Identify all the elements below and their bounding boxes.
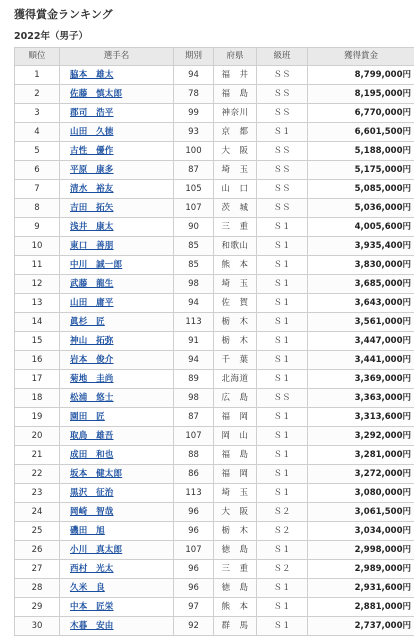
player-name-cell (60, 427, 174, 446)
prize-cell: 2,989,000円 (308, 560, 414, 579)
term-cell: 113 (174, 313, 214, 332)
player-name-link[interactable]: 園田 匠 (70, 411, 105, 422)
class-cell: ＳＳ (257, 180, 308, 199)
class-cell: Ｓ１ (257, 313, 308, 332)
player-name-cell (60, 332, 174, 351)
rank-cell: 24 (15, 503, 60, 522)
player-name-cell (60, 408, 174, 427)
table-row (15, 123, 414, 142)
rank-cell: 26 (15, 541, 60, 560)
prefecture-cell: 大 阪 (214, 142, 257, 161)
class-cell: Ｓ１ (257, 598, 308, 617)
player-name-cell (60, 465, 174, 484)
prize-cell: 3,441,000円 (308, 351, 414, 370)
term-cell: 107 (174, 541, 214, 560)
table-row (15, 446, 414, 465)
rank-cell: 9 (15, 218, 60, 237)
table-row (15, 180, 414, 199)
table-row (15, 199, 414, 218)
player-name-link[interactable]: 古性 優作 (70, 145, 114, 156)
rank-cell: 28 (15, 579, 60, 598)
class-cell: Ｓ１ (257, 446, 308, 465)
prize-cell: 2,931,600円 (308, 579, 414, 598)
prize-cell: 3,369,000円 (308, 370, 414, 389)
prefecture-cell: 福 島 (214, 446, 257, 465)
player-name-cell (60, 370, 174, 389)
prize-cell: 4,005,600円 (308, 218, 414, 237)
table-row (15, 579, 414, 598)
prize-cell: 3,447,000円 (308, 332, 414, 351)
table-row (15, 598, 414, 617)
term-cell: 91 (174, 332, 214, 351)
rank-cell: 12 (15, 275, 60, 294)
prize-cell: 8,195,000円 (308, 85, 414, 104)
prize-cell: 2,881,000円 (308, 598, 414, 617)
player-name-link[interactable]: 黒沢 征治 (70, 487, 114, 498)
term-cell: 96 (174, 503, 214, 522)
player-name-link[interactable]: 坂本 健太郎 (70, 468, 123, 479)
rank-cell: 10 (15, 237, 60, 256)
term-cell: 98 (174, 389, 214, 408)
term-cell: 100 (174, 142, 214, 161)
rank-cell: 13 (15, 294, 60, 313)
class-cell: Ｓ２ (257, 522, 308, 541)
table-body (15, 66, 414, 636)
player-name-link[interactable]: 平原 康多 (70, 164, 114, 175)
player-name-link[interactable]: 中本 匠栄 (70, 601, 114, 612)
table-row (15, 218, 414, 237)
player-name-link[interactable]: 小川 真太郎 (70, 544, 123, 555)
player-name-link[interactable]: 菊地 圭尚 (70, 373, 114, 384)
prefecture-cell: 栃 木 (214, 332, 257, 351)
rank-cell: 23 (15, 484, 60, 503)
player-name-link[interactable]: 木暮 安由 (70, 620, 114, 631)
class-cell: Ｓ２ (257, 560, 308, 579)
player-name-link[interactable]: 磯田 旭 (70, 525, 105, 536)
prefecture-cell: 福 岡 (214, 465, 257, 484)
table-row (15, 389, 414, 408)
class-cell: ＳＳ (257, 104, 308, 123)
term-cell: 93 (174, 123, 214, 142)
player-name-cell (60, 180, 174, 199)
rank-cell: 18 (15, 389, 60, 408)
player-name-link[interactable]: 中川 誠一郎 (70, 259, 123, 270)
prefecture-cell: 三 重 (214, 218, 257, 237)
player-name-cell (60, 123, 174, 142)
prize-cell: 3,935,400円 (308, 237, 414, 256)
prefecture-cell: 埼 玉 (214, 275, 257, 294)
player-name-link[interactable]: 山田 久徳 (70, 126, 114, 137)
class-cell: Ｓ１ (257, 218, 308, 237)
player-name-cell (60, 503, 174, 522)
prefecture-cell: 茨 城 (214, 199, 257, 218)
page-subtitle: 2022年（男子） (14, 31, 88, 42)
prize-cell: 3,830,000円 (308, 256, 414, 275)
term-cell: 86 (174, 465, 214, 484)
rank-cell: 30 (15, 617, 60, 636)
class-cell: ＳＳ (257, 66, 308, 85)
table-row (15, 104, 414, 123)
term-cell: 98 (174, 275, 214, 294)
player-name-link[interactable]: 成田 和也 (70, 449, 114, 460)
term-cell: 105 (174, 180, 214, 199)
prefecture-cell: 福 岡 (214, 408, 257, 427)
rank-cell: 7 (15, 180, 60, 199)
player-name-cell (60, 85, 174, 104)
rank-cell: 3 (15, 104, 60, 123)
header-prize: 獲得賞金 (308, 48, 414, 66)
prize-cell: 3,561,000円 (308, 313, 414, 332)
class-cell: Ｓ１ (257, 256, 308, 275)
prefecture-cell: 熊 本 (214, 598, 257, 617)
class-cell: ＳＳ (257, 161, 308, 180)
player-name-link[interactable]: 佐藤 慎太郎 (70, 88, 123, 99)
player-name-cell (60, 161, 174, 180)
table-row (15, 408, 414, 427)
player-name-link[interactable]: 武藤 龍生 (70, 278, 114, 289)
player-name-link[interactable]: 眞杉 匠 (70, 316, 105, 327)
class-cell: Ｓ１ (257, 370, 308, 389)
player-name-cell (60, 275, 174, 294)
prefecture-cell: 京 都 (214, 123, 257, 142)
table-row (15, 142, 414, 161)
class-cell: Ｓ１ (257, 332, 308, 351)
table-row (15, 617, 414, 636)
player-name-link[interactable]: 浅井 康太 (70, 221, 114, 232)
term-cell: 85 (174, 237, 214, 256)
player-name-link[interactable]: 岩本 俊介 (70, 354, 114, 365)
prefecture-cell: 埼 玉 (214, 484, 257, 503)
prefecture-cell: 熊 本 (214, 256, 257, 275)
table-row (15, 332, 414, 351)
prize-cell: 3,685,000円 (308, 275, 414, 294)
player-name-cell (60, 218, 174, 237)
prize-cell: 6,601,500円 (308, 123, 414, 142)
rank-cell: 20 (15, 427, 60, 446)
term-cell: 94 (174, 66, 214, 85)
prefecture-cell: 千 葉 (214, 351, 257, 370)
player-name-cell (60, 256, 174, 275)
class-cell: Ｓ１ (257, 484, 308, 503)
prize-cell: 5,085,000円 (308, 180, 414, 199)
term-cell: 94 (174, 351, 214, 370)
class-cell: ＳＳ (257, 199, 308, 218)
class-cell: Ｓ１ (257, 617, 308, 636)
header-rank: 順位 (15, 48, 60, 66)
prefecture-cell: 群 馬 (214, 617, 257, 636)
player-name-cell (60, 579, 174, 598)
player-name-link[interactable]: 東口 善朋 (70, 240, 114, 251)
term-cell: 87 (174, 408, 214, 427)
player-name-link[interactable]: 岡崎 智哉 (70, 506, 114, 517)
class-cell: Ｓ１ (257, 237, 308, 256)
table-row (15, 313, 414, 332)
prefecture-cell: 広 島 (214, 389, 257, 408)
table-row (15, 484, 414, 503)
prefecture-cell: 三 重 (214, 560, 257, 579)
rank-cell: 16 (15, 351, 60, 370)
player-name-link[interactable]: 久米 良 (70, 582, 105, 593)
prize-cell: 6,770,000円 (308, 104, 414, 123)
prize-cell: 5,175,000円 (308, 161, 414, 180)
table-row (15, 294, 414, 313)
table-row (15, 541, 414, 560)
prefecture-cell: 栃 木 (214, 522, 257, 541)
class-cell: Ｓ１ (257, 275, 308, 294)
rank-cell: 17 (15, 370, 60, 389)
table-row (15, 503, 414, 522)
class-cell: Ｓ１ (257, 408, 308, 427)
prefecture-cell: 徳 島 (214, 579, 257, 598)
class-cell: ＳＳ (257, 85, 308, 104)
rank-cell: 8 (15, 199, 60, 218)
table-row (15, 465, 414, 484)
header-name: 選手名 (60, 48, 174, 66)
player-name-link[interactable]: 脇本 雄太 (70, 69, 114, 80)
class-cell: Ｓ１ (257, 427, 308, 446)
player-name-cell (60, 522, 174, 541)
prefecture-cell: 山 口 (214, 180, 257, 199)
term-cell: 107 (174, 427, 214, 446)
class-cell: Ｓ１ (257, 351, 308, 370)
prize-cell: 3,080,000円 (308, 484, 414, 503)
header-term: 期別 (174, 48, 214, 66)
term-cell: 113 (174, 484, 214, 503)
prefecture-cell: 北海道 (214, 370, 257, 389)
rank-cell: 14 (15, 313, 60, 332)
class-cell: Ｓ１ (257, 579, 308, 598)
rank-cell: 6 (15, 161, 60, 180)
rank-cell: 15 (15, 332, 60, 351)
class-cell: ＳＳ (257, 142, 308, 161)
rank-cell: 21 (15, 446, 60, 465)
class-cell: Ｓ１ (257, 541, 308, 560)
table-row (15, 256, 414, 275)
term-cell: 96 (174, 579, 214, 598)
table-row (15, 427, 414, 446)
prefecture-cell: 佐 賀 (214, 294, 257, 313)
prize-cell: 3,363,000円 (308, 389, 414, 408)
table-row (15, 66, 414, 85)
player-name-cell (60, 351, 174, 370)
rank-cell: 5 (15, 142, 60, 161)
player-name-link[interactable]: 神山 拓弥 (70, 335, 114, 346)
prize-cell: 5,036,000円 (308, 199, 414, 218)
prize-cell: 3,061,500円 (308, 503, 414, 522)
rank-cell: 29 (15, 598, 60, 617)
term-cell: 89 (174, 370, 214, 389)
table-row (15, 275, 414, 294)
player-name-cell (60, 313, 174, 332)
prize-cell: 8,799,000円 (308, 66, 414, 85)
term-cell: 92 (174, 617, 214, 636)
class-cell: ＳＳ (257, 389, 308, 408)
term-cell: 99 (174, 104, 214, 123)
term-cell: 96 (174, 522, 214, 541)
player-name-cell (60, 142, 174, 161)
prize-cell: 2,998,000円 (308, 541, 414, 560)
page-title: 獲得賞金ランキング (14, 8, 113, 21)
player-name-link[interactable]: 松浦 悠士 (70, 392, 114, 403)
prize-cell: 3,034,000円 (308, 522, 414, 541)
class-cell: Ｓ１ (257, 465, 308, 484)
table-row (15, 522, 414, 541)
rank-cell: 2 (15, 85, 60, 104)
player-name-cell (60, 389, 174, 408)
rank-cell: 25 (15, 522, 60, 541)
player-name-link[interactable]: 取鳥 雄吾 (70, 430, 114, 441)
class-cell: Ｓ１ (257, 294, 308, 313)
prefecture-cell: 福 井 (214, 66, 257, 85)
table-row (15, 161, 414, 180)
table-row (15, 370, 414, 389)
player-name-cell (60, 237, 174, 256)
term-cell: 94 (174, 294, 214, 313)
player-name-cell (60, 560, 174, 579)
term-cell: 88 (174, 446, 214, 465)
player-name-link[interactable]: 清水 裕友 (70, 183, 114, 194)
prefecture-cell: 岡 山 (214, 427, 257, 446)
term-cell: 97 (174, 598, 214, 617)
player-name-link[interactable]: 西村 光太 (70, 563, 114, 574)
player-name-cell (60, 598, 174, 617)
header-class: 級班 (257, 48, 308, 66)
rank-cell: 19 (15, 408, 60, 427)
rank-cell: 11 (15, 256, 60, 275)
player-name-cell (60, 294, 174, 313)
rank-cell: 4 (15, 123, 60, 142)
prefecture-cell: 大 阪 (214, 503, 257, 522)
prefecture-cell: 埼 玉 (214, 161, 257, 180)
player-name-link[interactable]: 郡司 浩平 (70, 107, 114, 118)
prize-cell: 3,313,600円 (308, 408, 414, 427)
player-name-cell (60, 446, 174, 465)
player-name-cell (60, 541, 174, 560)
player-name-cell (60, 484, 174, 503)
class-cell: Ｓ１ (257, 123, 308, 142)
rank-cell: 27 (15, 560, 60, 579)
header-pref: 府県 (214, 48, 257, 66)
term-cell: 85 (174, 256, 214, 275)
prize-cell: 3,643,000円 (308, 294, 414, 313)
prefecture-cell: 神奈川 (214, 104, 257, 123)
rank-cell: 1 (15, 66, 60, 85)
table-row (15, 560, 414, 579)
term-cell: 96 (174, 560, 214, 579)
term-cell: 87 (174, 161, 214, 180)
prize-cell: 2,737,000円 (308, 617, 414, 636)
prize-ranking-table (14, 47, 414, 636)
table-header-row (15, 48, 414, 66)
player-name-cell (60, 104, 174, 123)
player-name-cell (60, 66, 174, 85)
player-name-cell (60, 199, 174, 218)
term-cell: 90 (174, 218, 214, 237)
table-row (15, 85, 414, 104)
term-cell: 107 (174, 199, 214, 218)
rank-cell: 22 (15, 465, 60, 484)
term-cell: 78 (174, 85, 214, 104)
table-row (15, 237, 414, 256)
prize-cell: 3,281,000円 (308, 446, 414, 465)
prize-cell: 3,272,000円 (308, 465, 414, 484)
class-cell: Ｓ２ (257, 503, 308, 522)
prefecture-cell: 徳 島 (214, 541, 257, 560)
table-row (15, 351, 414, 370)
prize-cell: 3,292,000円 (308, 427, 414, 446)
prefecture-cell: 栃 木 (214, 313, 257, 332)
prefecture-cell: 福 島 (214, 85, 257, 104)
player-name-link[interactable]: 山田 庸平 (70, 297, 114, 308)
prize-cell: 5,188,000円 (308, 142, 414, 161)
player-name-link[interactable]: 吉田 拓矢 (70, 202, 114, 213)
prefecture-cell: 和歌山 (214, 237, 257, 256)
player-name-cell (60, 617, 174, 636)
